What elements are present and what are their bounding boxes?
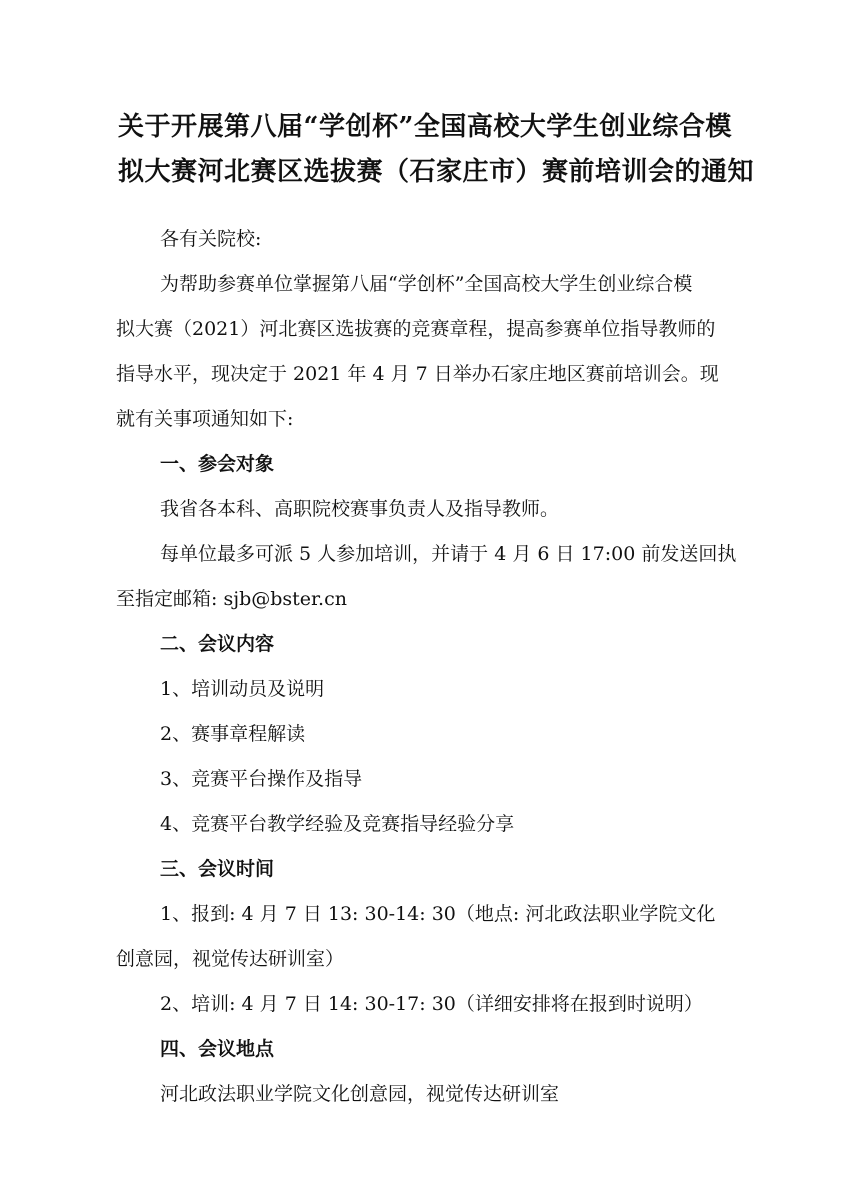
section-heading-location: 四、会议地点	[160, 1038, 275, 1060]
intro-line-1: 为帮助参赛单位掌握第八届“学创杯”全国高校大学生创业综合模	[160, 273, 693, 295]
time-item-registration-line-2: 创意园，视觉传达研训室）	[116, 948, 345, 970]
time-item-training: 2、培训: 4 月 7 日 14: 30-17: 30（详细安排将在报到时说明）	[160, 993, 703, 1015]
document-title-line-2: 拟大赛河北赛区选拔赛（石家庄市）赛前培训会的通知	[118, 157, 755, 187]
content-item: 1、培训动员及说明	[160, 678, 325, 700]
intro-line-2: 拟大赛（2021）河北赛区选拔赛的竞赛章程，提高参赛单位指导教师的	[116, 318, 716, 340]
attendees-quota-line-2: 至指定邮箱: sjb@bster.cn	[116, 588, 347, 610]
location-paragraph: 河北政法职业学院文化创意园，视觉传达研训室	[160, 1083, 560, 1105]
content-item: 3、竞赛平台操作及指导	[160, 768, 363, 790]
section-heading-time: 三、会议时间	[160, 858, 275, 880]
attendees-paragraph: 我省各本科、高职院校赛事负责人及指导教师。	[160, 498, 560, 520]
intro-line-3: 指导水平，现决定于 2021 年 4 月 7 日举办石家庄地区赛前培训会。现	[116, 363, 719, 385]
time-item-registration-line-1: 1、报到: 4 月 7 日 13: 30-14: 30（地点: 河北政法职业学院文化	[160, 903, 716, 925]
document-title-line-1: 关于开展第八届“学创杯”全国高校大学生创业综合模	[118, 112, 732, 142]
section-heading-content: 二、会议内容	[160, 633, 275, 655]
salutation: 各有关院校:	[160, 228, 262, 250]
section-heading-attendees: 一、参会对象	[160, 453, 275, 475]
content-item: 2、赛事章程解读	[160, 723, 306, 745]
intro-line-4: 就有关事项通知如下:	[116, 408, 294, 430]
content-item: 4、竞赛平台教学经验及竞赛指导经验分享	[160, 813, 515, 835]
attendees-quota-line-1: 每单位最多可派 5 人参加培训，并请于 4 月 6 日 17:00 前发送回执	[160, 543, 737, 565]
